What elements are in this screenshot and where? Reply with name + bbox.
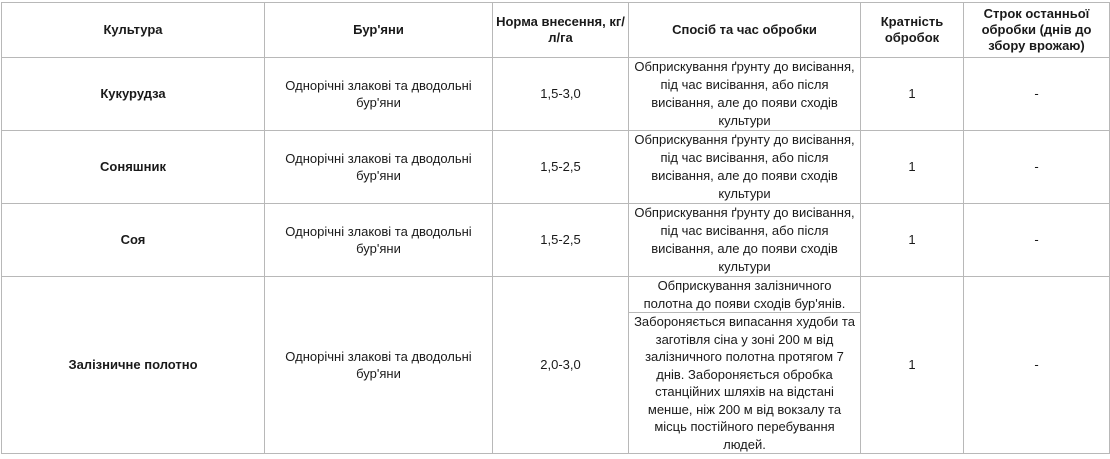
- last-treatment-cell: -: [964, 277, 1110, 454]
- last-treatment-cell: -: [964, 204, 1110, 277]
- weeds-cell: Однорічні злакові та дводольні бур'яни: [265, 277, 493, 454]
- frequency-cell: 1: [861, 204, 964, 277]
- rate-cell: 1,5-2,5: [493, 204, 629, 277]
- method-cell-primary: Обприскування залізничного полотна до появи сходів бур'янів.: [629, 277, 861, 313]
- method-cell: Обприскування ґрунту до висівання, під час висівання, або після висівання, але до появи сходів культури: [629, 58, 861, 131]
- weeds-cell: Однорічні злакові та дводольні бур'яни: [265, 58, 493, 131]
- method-cell: Обприскування ґрунту до висівання, під час висівання, або після висівання, але до появи сходів культури: [629, 131, 861, 204]
- header-method: Спосіб та час обробки: [629, 3, 861, 58]
- header-last-treatment: Строк останньої обробки (днів до збору врожаю): [964, 3, 1110, 58]
- rate-cell: 1,5-2,5: [493, 131, 629, 204]
- last-treatment-cell: -: [964, 58, 1110, 131]
- table-header-row: [2, 3, 1110, 58]
- frequency-cell: 1: [861, 58, 964, 131]
- herbicide-application-table: [1, 2, 1110, 454]
- weeds-cell: Однорічні злакові та дводольні бур'яни: [265, 131, 493, 204]
- crop-cell: Соняшник: [2, 131, 265, 204]
- header-rate: Норма внесення, кг/л/га: [493, 3, 629, 58]
- table-row-soybean: [2, 204, 1110, 277]
- table-row-corn: [2, 58, 1110, 131]
- frequency-cell: 1: [861, 131, 964, 204]
- table-row-sunflower: [2, 131, 1110, 204]
- crop-cell: Соя: [2, 204, 265, 277]
- weeds-cell: Однорічні злакові та дводольні бур'яни: [265, 204, 493, 277]
- rate-cell: 2,0-3,0: [493, 277, 629, 454]
- table-row-railway: [2, 277, 1110, 313]
- last-treatment-cell: -: [964, 131, 1110, 204]
- rate-cell: 1,5-3,0: [493, 58, 629, 131]
- header-crop: Культура: [2, 3, 265, 58]
- crop-cell: Залізничне полотно: [2, 277, 265, 454]
- header-weeds: Бур'яни: [265, 3, 493, 58]
- crop-cell: Кукурудза: [2, 58, 265, 131]
- method-cell: Обприскування ґрунту до висівання, під час висівання, або після висівання, але до появи сходів культури: [629, 204, 861, 277]
- frequency-cell: 1: [861, 277, 964, 454]
- header-frequency: Кратність обробок: [861, 3, 964, 58]
- method-cell-restrictions: Забороняється випасання худоби та заготівля сіна у зоні 200 м від залізничного полотна протягом 7 днів. Забороняється обробка станційних шляхів на відстані менше, ніж 200 м від вокзалу та місць постійного перебування людей.: [629, 313, 861, 454]
